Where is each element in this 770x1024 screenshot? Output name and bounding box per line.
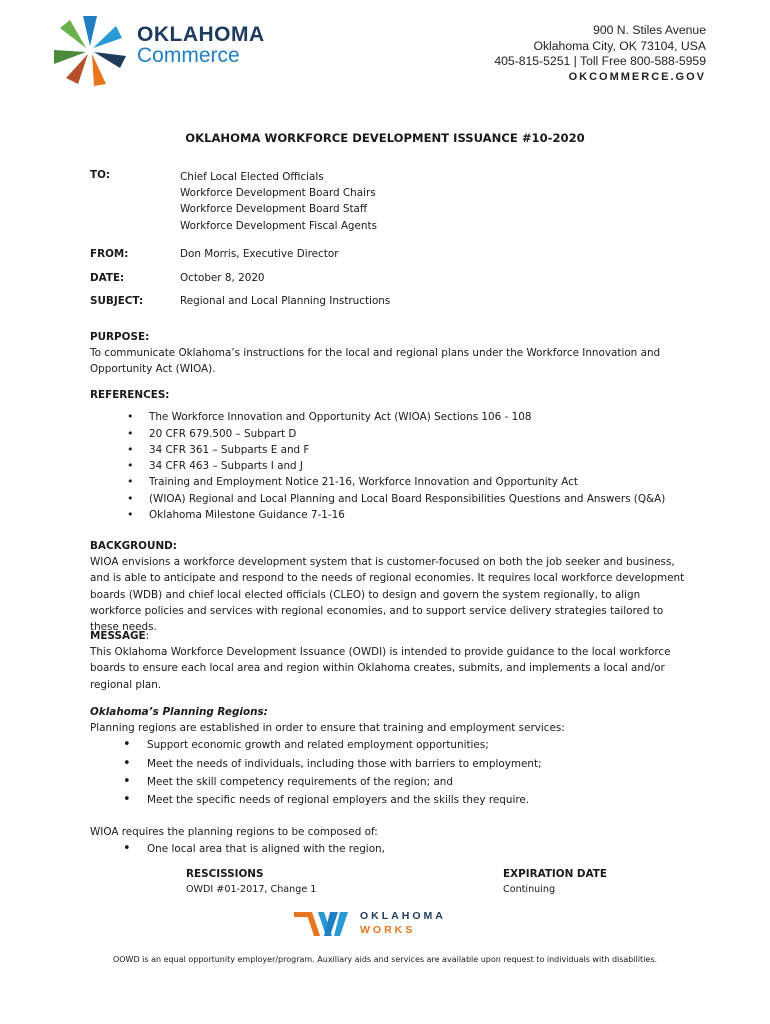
brand-commerce: Commerce [137, 44, 240, 67]
address-street: 900 N. Stiles Avenue [593, 23, 706, 37]
address-block [494, 23, 706, 85]
works-line1: OKLAHOMA [360, 910, 446, 922]
composed-list [90, 840, 690, 858]
background-heading: BACKGROUND: [90, 540, 177, 552]
date-value: October 8, 2020 [180, 272, 265, 284]
works-line2: WORKS [360, 924, 416, 936]
composed-intro: WIOA requires the planning regions to be composed of: [90, 826, 378, 838]
website-link[interactable]: OKCOMMERCE.GOV [568, 70, 706, 83]
address-phone: 405-815-5251 | Toll Free 800-588-5959 [494, 54, 706, 68]
subject-label: SUBJECT: [90, 295, 144, 307]
list-item: • Meet the skill competency requirements of the region; and [90, 773, 690, 791]
footer-disclaimer: OOWD is an equal opportunity employer/program. Auxiliary aids and services are available upon request to individuals with disabilities. [112, 955, 658, 964]
document-title: OKLAHOMA WORKFORCE DEVELOPMENT ISSUANCE #10-2020 [185, 131, 585, 145]
recipient: Workforce Development Board Chairs [180, 187, 376, 200]
references-section [90, 387, 690, 523]
list-item: • Meet the specific needs of regional employers and the skills they require. [90, 791, 690, 809]
list-item: • The Workforce Innovation and Opportunity Act (WIOA) Sections 106 - 108 [90, 409, 690, 425]
message-text: This Oklahoma Workforce Development Issuance (OWDI) is intended to provide guidance to the local workforce boards to ensure each local area and region within Oklahoma creates, submits, and implements a local and/or regional plan. [90, 646, 671, 691]
to-recipients [180, 169, 377, 234]
recipient: Chief Local Elected Officials [180, 171, 324, 183]
address-city: Oklahoma City, OK 73104, USA [533, 38, 706, 53]
expiration-value: Continuing [503, 884, 556, 895]
purpose-section [90, 329, 690, 378]
purpose-text: To communicate Oklahoma’s instructions for the local and regional plans under the Workforce Innovation and Opportunity Act (WIOA). [90, 347, 661, 376]
subject-value: Regional and Local Planning Instructions [180, 295, 391, 307]
oklahoma-works-mark-icon [292, 909, 352, 939]
expiration-label: EXPIRATION DATE [503, 868, 607, 880]
message-heading: MESSAGE [90, 630, 146, 642]
regions-list [90, 736, 690, 809]
rescissions-value: OWDI #01-2017, Change 1 [186, 884, 317, 895]
from-label: FROM: [90, 248, 129, 260]
references-list [90, 409, 690, 523]
rescissions-label: RESCISSIONS [186, 868, 264, 880]
background-section [90, 538, 690, 635]
list-item: • Meet the needs of individuals, including those with barriers to employment; [90, 755, 690, 773]
recipient: Workforce Development Board Staff [180, 203, 368, 216]
composition-section [90, 824, 690, 858]
regions-heading: Oklahoma’s Planning Regions: [90, 706, 268, 718]
planning-regions-section [90, 704, 690, 809]
list-item: • Support economic growth and related employment opportunities; [90, 736, 690, 754]
list-item: • 34 CFR 361 – Subparts E and F [90, 442, 690, 458]
to-label: TO: [90, 169, 111, 181]
oklahoma-works-logo [292, 907, 462, 941]
from-value: Don Morris, Executive Director [180, 248, 339, 260]
background-text: WIOA envisions a workforce development system that is customer-focused on both the job seeker and business, and is able to anticipate and respond to the needs of regional economies. It requires local workforce development boards (WDB) and chief local elected officials (CLEO) to design and govern the system regionally, to align workforce policies and services with regional economies, and to support service delivery strategies tailored to these needs. [90, 556, 685, 634]
list-item: • Oklahoma Milestone Guidance 7-1-16 [90, 507, 690, 523]
oklahoma-commerce-star-logo [50, 12, 130, 88]
message-colon: : [145, 630, 150, 642]
list-item: • (WIOA) Regional and Local Planning and Local Board Responsibilities Questions and Answers (Q&A) [90, 491, 690, 507]
references-heading: REFERENCES: [90, 389, 170, 401]
regions-intro: Planning regions are established in order to ensure that training and employment services: [90, 722, 565, 735]
list-item: • One local area that is aligned with the region, [90, 840, 690, 858]
list-item: • 20 CFR 679.500 – Subpart D [90, 426, 690, 442]
date-label: DATE: [90, 272, 125, 284]
list-item: • 34 CFR 463 – Subparts I and J [90, 458, 690, 474]
brand-oklahoma: OKLAHOMA [137, 23, 265, 46]
recipient: Workforce Development Fiscal Agents [180, 219, 377, 232]
message-section [90, 628, 690, 693]
purpose-heading: PURPOSE: [90, 331, 150, 343]
list-item: • Training and Employment Notice 21-16, Workforce Innovation and Opportunity Act [90, 474, 690, 490]
